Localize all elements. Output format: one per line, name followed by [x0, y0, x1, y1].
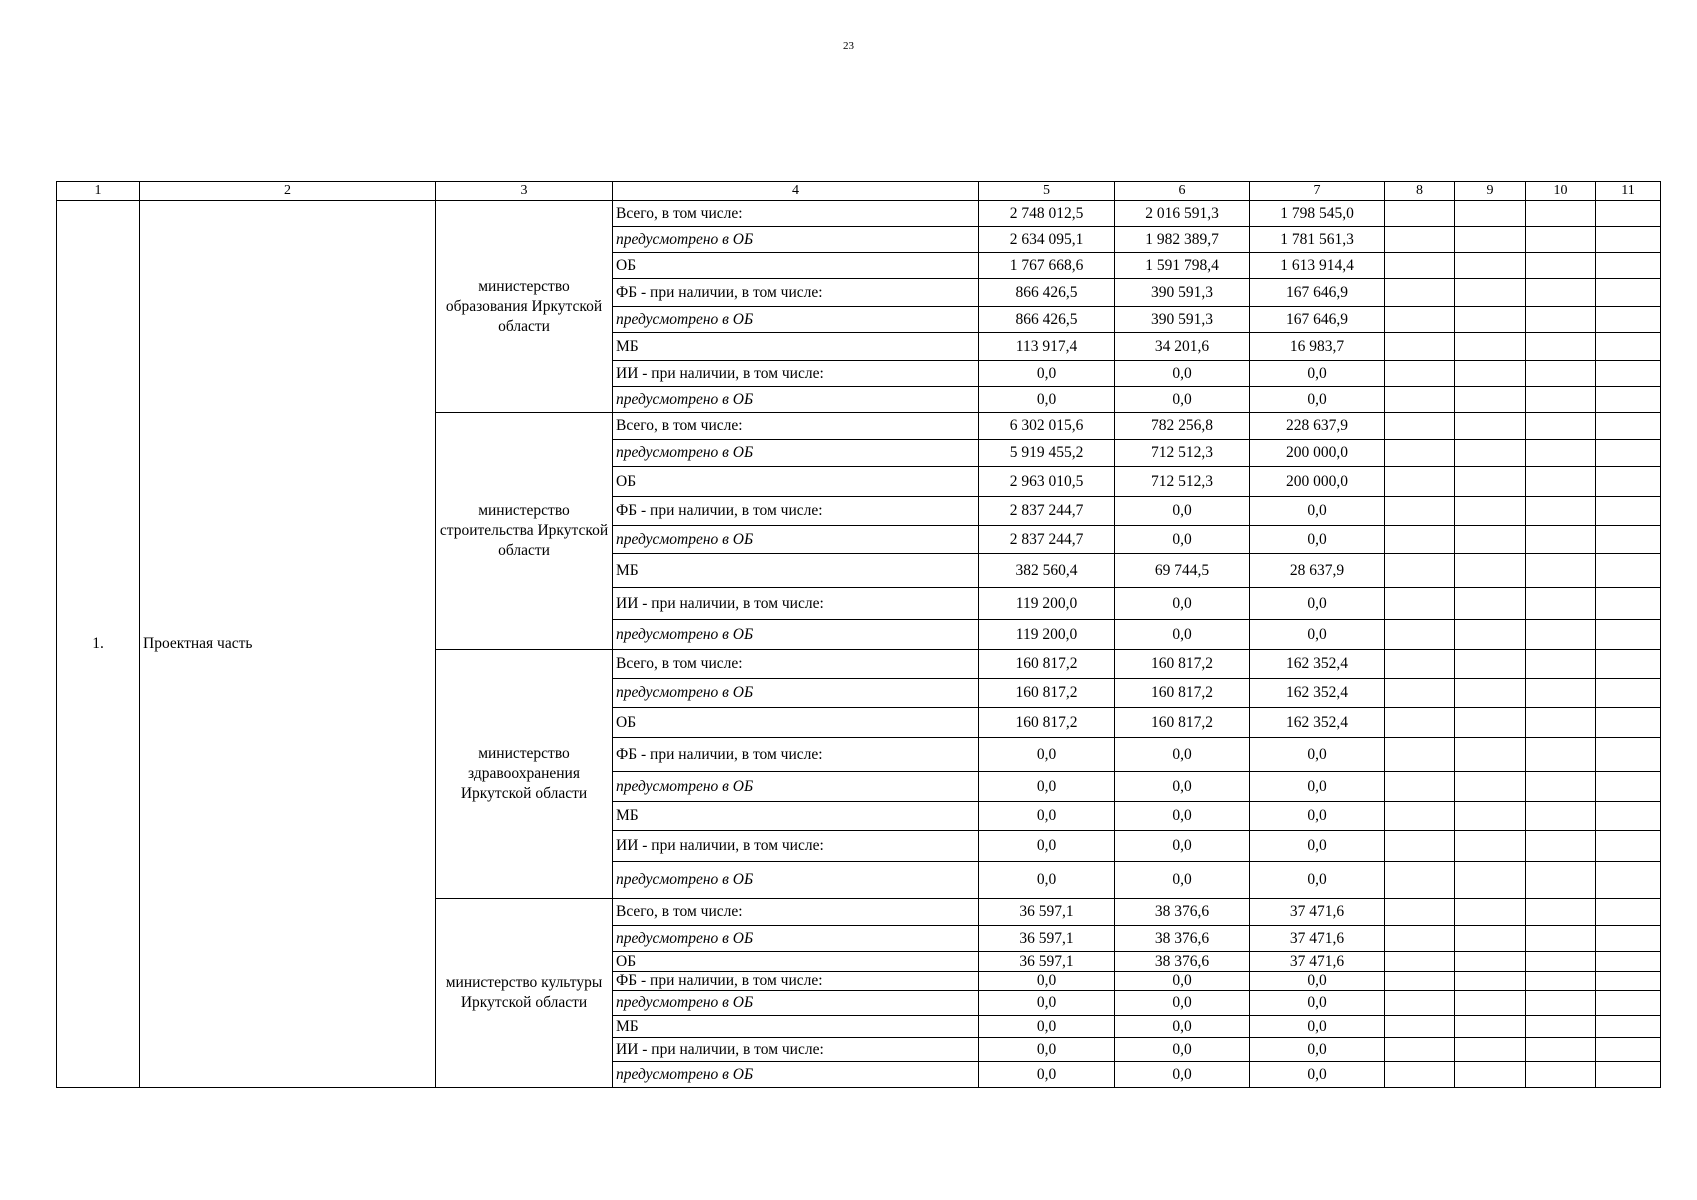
value-col-6: 38 376,6: [1115, 899, 1250, 926]
ministry-name: министерство культуры Иркутской области: [436, 899, 613, 1088]
value-col-7: 0,0: [1250, 991, 1385, 1016]
empty-cell-col-9: [1455, 227, 1526, 253]
value-col-5: 2 837 244,7: [979, 526, 1115, 554]
empty-cell-col-10: [1526, 1062, 1596, 1088]
value-col-5: 1 767 668,6: [979, 253, 1115, 279]
value-col-7: 0,0: [1250, 526, 1385, 554]
value-col-6: 0,0: [1115, 831, 1250, 862]
value-col-7: 0,0: [1250, 1016, 1385, 1038]
empty-cell-col-10: [1526, 440, 1596, 467]
column-header: 5: [979, 182, 1115, 201]
value-col-6: 0,0: [1115, 991, 1250, 1016]
empty-cell-col-10: [1526, 991, 1596, 1016]
empty-cell-col-9: [1455, 1038, 1526, 1062]
funding-source-label: предусмотрено в ОБ: [613, 926, 979, 952]
empty-cell-col-9: [1455, 554, 1526, 588]
empty-cell-col-8: [1385, 1016, 1455, 1038]
empty-cell-col-9: [1455, 440, 1526, 467]
empty-cell-col-10: [1526, 413, 1596, 440]
column-header: 11: [1596, 182, 1661, 201]
empty-cell-col-8: [1385, 620, 1455, 650]
funding-source-label: предусмотрено в ОБ: [613, 862, 979, 899]
value-col-7: 0,0: [1250, 1038, 1385, 1062]
empty-cell-col-10: [1526, 361, 1596, 387]
empty-cell-col-9: [1455, 413, 1526, 440]
value-col-6: 2 016 591,3: [1115, 201, 1250, 227]
empty-cell-col-11: [1596, 413, 1661, 440]
empty-cell-col-11: [1596, 279, 1661, 307]
empty-cell-col-10: [1526, 307, 1596, 333]
empty-cell-col-8: [1385, 227, 1455, 253]
funding-source-label: ФБ - при наличии, в том числе:: [613, 972, 979, 991]
empty-cell-col-11: [1596, 307, 1661, 333]
empty-cell-col-9: [1455, 831, 1526, 862]
value-col-6: 0,0: [1115, 361, 1250, 387]
funding-source-label: ОБ: [613, 467, 979, 497]
empty-cell-col-10: [1526, 738, 1596, 772]
empty-cell-col-9: [1455, 952, 1526, 972]
value-col-6: 69 744,5: [1115, 554, 1250, 588]
funding-source-label: Всего, в том числе:: [613, 650, 979, 679]
empty-cell-col-11: [1596, 387, 1661, 413]
value-col-5: 113 917,4: [979, 333, 1115, 361]
ministry-name: министерство здравоохранения Иркутской области: [436, 650, 613, 899]
empty-cell-col-10: [1526, 679, 1596, 708]
empty-cell-col-11: [1596, 554, 1661, 588]
value-col-5: 5 919 455,2: [979, 440, 1115, 467]
funding-source-label: предусмотрено в ОБ: [613, 227, 979, 253]
funding-source-label: ФБ - при наличии, в том числе:: [613, 738, 979, 772]
ministry-name: министерство образования Иркутской области: [436, 201, 613, 413]
empty-cell-col-8: [1385, 361, 1455, 387]
empty-cell-col-9: [1455, 772, 1526, 802]
column-header: 8: [1385, 182, 1455, 201]
empty-cell-col-11: [1596, 361, 1661, 387]
empty-cell-col-10: [1526, 972, 1596, 991]
value-col-6: 0,0: [1115, 738, 1250, 772]
empty-cell-col-9: [1455, 279, 1526, 307]
funding-source-label: ОБ: [613, 708, 979, 738]
empty-cell-col-8: [1385, 802, 1455, 831]
empty-cell-col-9: [1455, 497, 1526, 526]
value-col-6: 160 817,2: [1115, 650, 1250, 679]
funding-source-label: ИИ - при наличии, в том числе:: [613, 361, 979, 387]
value-col-5: 2 748 012,5: [979, 201, 1115, 227]
table-row: [57, 201, 1661, 227]
empty-cell-col-11: [1596, 972, 1661, 991]
empty-cell-col-9: [1455, 387, 1526, 413]
empty-cell-col-10: [1526, 253, 1596, 279]
funding-source-label: ИИ - при наличии, в том числе:: [613, 1038, 979, 1062]
empty-cell-col-9: [1455, 1016, 1526, 1038]
funding-source-label: Всего, в том числе:: [613, 899, 979, 926]
value-col-6: 0,0: [1115, 802, 1250, 831]
value-col-6: 0,0: [1115, 1062, 1250, 1088]
funding-source-label: предусмотрено в ОБ: [613, 387, 979, 413]
empty-cell-col-8: [1385, 738, 1455, 772]
empty-cell-col-8: [1385, 279, 1455, 307]
empty-cell-col-8: [1385, 708, 1455, 738]
empty-cell-col-11: [1596, 227, 1661, 253]
value-col-5: 0,0: [979, 802, 1115, 831]
empty-cell-col-10: [1526, 831, 1596, 862]
empty-cell-col-10: [1526, 588, 1596, 620]
ministry-name: министерство строительства Иркутской области: [436, 413, 613, 650]
empty-cell-col-8: [1385, 497, 1455, 526]
value-col-6: 0,0: [1115, 772, 1250, 802]
value-col-7: 1 613 914,4: [1250, 253, 1385, 279]
empty-cell-col-11: [1596, 952, 1661, 972]
funding-source-label: Всего, в том числе:: [613, 413, 979, 440]
value-col-5: 2 634 095,1: [979, 227, 1115, 253]
value-col-7: 167 646,9: [1250, 307, 1385, 333]
funding-source-label: предусмотрено в ОБ: [613, 526, 979, 554]
value-col-7: 0,0: [1250, 387, 1385, 413]
value-col-5: 36 597,1: [979, 952, 1115, 972]
empty-cell-col-8: [1385, 1062, 1455, 1088]
value-col-6: 34 201,6: [1115, 333, 1250, 361]
empty-cell-col-11: [1596, 467, 1661, 497]
empty-cell-col-9: [1455, 738, 1526, 772]
column-header: 2: [140, 182, 436, 201]
funding-source-label: предусмотрено в ОБ: [613, 1062, 979, 1088]
value-col-6: 160 817,2: [1115, 679, 1250, 708]
value-col-6: 38 376,6: [1115, 952, 1250, 972]
value-col-7: 0,0: [1250, 772, 1385, 802]
value-col-5: 119 200,0: [979, 588, 1115, 620]
empty-cell-col-11: [1596, 899, 1661, 926]
value-col-5: 36 597,1: [979, 926, 1115, 952]
value-col-7: 0,0: [1250, 831, 1385, 862]
empty-cell-col-11: [1596, 650, 1661, 679]
empty-cell-col-10: [1526, 227, 1596, 253]
value-col-5: 6 302 015,6: [979, 413, 1115, 440]
empty-cell-col-9: [1455, 650, 1526, 679]
empty-cell-col-9: [1455, 926, 1526, 952]
value-col-6: 390 591,3: [1115, 279, 1250, 307]
value-col-7: 28 637,9: [1250, 554, 1385, 588]
value-col-6: 0,0: [1115, 862, 1250, 899]
column-header: 6: [1115, 182, 1250, 201]
value-col-7: 37 471,6: [1250, 899, 1385, 926]
value-col-7: 16 983,7: [1250, 333, 1385, 361]
value-col-7: 167 646,9: [1250, 279, 1385, 307]
value-col-6: 0,0: [1115, 588, 1250, 620]
value-col-7: 200 000,0: [1250, 440, 1385, 467]
funding-source-label: ИИ - при наличии, в том числе:: [613, 588, 979, 620]
empty-cell-col-9: [1455, 307, 1526, 333]
empty-cell-col-10: [1526, 926, 1596, 952]
empty-cell-col-11: [1596, 831, 1661, 862]
empty-cell-col-11: [1596, 926, 1661, 952]
value-col-7: 0,0: [1250, 497, 1385, 526]
value-col-7: 0,0: [1250, 972, 1385, 991]
funding-source-label: предусмотрено в ОБ: [613, 307, 979, 333]
empty-cell-col-10: [1526, 862, 1596, 899]
empty-cell-col-11: [1596, 588, 1661, 620]
empty-cell-col-9: [1455, 708, 1526, 738]
empty-cell-col-8: [1385, 952, 1455, 972]
empty-cell-col-8: [1385, 991, 1455, 1016]
empty-cell-col-8: [1385, 831, 1455, 862]
value-col-7: 1 781 561,3: [1250, 227, 1385, 253]
empty-cell-col-10: [1526, 899, 1596, 926]
value-col-6: 0,0: [1115, 1016, 1250, 1038]
empty-cell-col-10: [1526, 333, 1596, 361]
value-col-7: 0,0: [1250, 588, 1385, 620]
funding-source-label: МБ: [613, 554, 979, 588]
empty-cell-col-11: [1596, 201, 1661, 227]
empty-cell-col-10: [1526, 620, 1596, 650]
table-body: [57, 182, 1661, 1088]
value-col-7: 162 352,4: [1250, 708, 1385, 738]
empty-cell-col-8: [1385, 899, 1455, 926]
funding-source-label: ИИ - при наличии, в том числе:: [613, 831, 979, 862]
value-col-5: 0,0: [979, 972, 1115, 991]
empty-cell-col-11: [1596, 526, 1661, 554]
value-col-6: 0,0: [1115, 620, 1250, 650]
value-col-5: 160 817,2: [979, 679, 1115, 708]
empty-cell-col-8: [1385, 387, 1455, 413]
value-col-7: 37 471,6: [1250, 952, 1385, 972]
empty-cell-col-8: [1385, 588, 1455, 620]
value-col-5: 866 426,5: [979, 307, 1115, 333]
empty-cell-col-11: [1596, 1016, 1661, 1038]
empty-cell-col-8: [1385, 440, 1455, 467]
funding-source-label: предусмотрено в ОБ: [613, 679, 979, 708]
empty-cell-col-9: [1455, 333, 1526, 361]
value-col-5: 0,0: [979, 991, 1115, 1016]
value-col-7: 0,0: [1250, 361, 1385, 387]
empty-cell-col-9: [1455, 899, 1526, 926]
empty-cell-col-8: [1385, 679, 1455, 708]
empty-cell-col-11: [1596, 440, 1661, 467]
empty-cell-col-8: [1385, 554, 1455, 588]
empty-cell-col-8: [1385, 467, 1455, 497]
value-col-7: 0,0: [1250, 738, 1385, 772]
funding-source-label: предусмотрено в ОБ: [613, 772, 979, 802]
budget-table: [56, 181, 1661, 1088]
value-col-5: 160 817,2: [979, 650, 1115, 679]
value-col-5: 0,0: [979, 1062, 1115, 1088]
column-header: 7: [1250, 182, 1385, 201]
empty-cell-col-10: [1526, 708, 1596, 738]
section-title: Проектная часть: [140, 201, 436, 1088]
empty-cell-col-11: [1596, 1038, 1661, 1062]
empty-cell-col-8: [1385, 333, 1455, 361]
value-col-7: 0,0: [1250, 862, 1385, 899]
empty-cell-col-10: [1526, 467, 1596, 497]
value-col-5: 0,0: [979, 1038, 1115, 1062]
empty-cell-col-8: [1385, 253, 1455, 279]
empty-cell-col-9: [1455, 526, 1526, 554]
value-col-6: 390 591,3: [1115, 307, 1250, 333]
value-col-7: 228 637,9: [1250, 413, 1385, 440]
value-col-7: 0,0: [1250, 1062, 1385, 1088]
funding-source-label: МБ: [613, 333, 979, 361]
column-header-row: [57, 182, 1661, 201]
value-col-6: 0,0: [1115, 972, 1250, 991]
empty-cell-col-8: [1385, 413, 1455, 440]
funding-source-label: Всего, в том числе:: [613, 201, 979, 227]
value-col-5: 119 200,0: [979, 620, 1115, 650]
column-header: 10: [1526, 182, 1596, 201]
funding-source-label: ФБ - при наличии, в том числе:: [613, 279, 979, 307]
value-col-7: 0,0: [1250, 620, 1385, 650]
funding-source-label: ФБ - при наличии, в том числе:: [613, 497, 979, 526]
empty-cell-col-8: [1385, 526, 1455, 554]
value-col-5: 0,0: [979, 1016, 1115, 1038]
value-col-6: 1 982 389,7: [1115, 227, 1250, 253]
empty-cell-col-10: [1526, 772, 1596, 802]
empty-cell-col-9: [1455, 991, 1526, 1016]
empty-cell-col-9: [1455, 1062, 1526, 1088]
empty-cell-col-9: [1455, 467, 1526, 497]
empty-cell-col-9: [1455, 620, 1526, 650]
page-number: 23: [843, 40, 854, 52]
value-col-6: 0,0: [1115, 1038, 1250, 1062]
funding-source-label: предусмотрено в ОБ: [613, 620, 979, 650]
empty-cell-col-10: [1526, 1016, 1596, 1038]
empty-cell-col-10: [1526, 201, 1596, 227]
value-col-7: 0,0: [1250, 802, 1385, 831]
empty-cell-col-9: [1455, 862, 1526, 899]
empty-cell-col-11: [1596, 772, 1661, 802]
value-col-5: 0,0: [979, 772, 1115, 802]
empty-cell-col-8: [1385, 772, 1455, 802]
empty-cell-col-8: [1385, 201, 1455, 227]
empty-cell-col-9: [1455, 253, 1526, 279]
funding-source-label: МБ: [613, 802, 979, 831]
empty-cell-col-11: [1596, 679, 1661, 708]
value-col-5: 2 837 244,7: [979, 497, 1115, 526]
value-col-6: 0,0: [1115, 387, 1250, 413]
empty-cell-col-8: [1385, 1038, 1455, 1062]
empty-cell-col-8: [1385, 926, 1455, 952]
value-col-5: 866 426,5: [979, 279, 1115, 307]
empty-cell-col-11: [1596, 708, 1661, 738]
value-col-6: 38 376,6: [1115, 926, 1250, 952]
funding-source-label: МБ: [613, 1016, 979, 1038]
value-col-6: 782 256,8: [1115, 413, 1250, 440]
empty-cell-col-11: [1596, 991, 1661, 1016]
row-number: 1.: [57, 201, 140, 1088]
value-col-7: 162 352,4: [1250, 650, 1385, 679]
funding-source-label: ОБ: [613, 253, 979, 279]
column-header: 4: [613, 182, 979, 201]
value-col-6: 1 591 798,4: [1115, 253, 1250, 279]
value-col-5: 382 560,4: [979, 554, 1115, 588]
empty-cell-col-9: [1455, 201, 1526, 227]
empty-cell-col-8: [1385, 972, 1455, 991]
empty-cell-col-8: [1385, 650, 1455, 679]
empty-cell-col-11: [1596, 333, 1661, 361]
empty-cell-col-10: [1526, 1038, 1596, 1062]
empty-cell-col-11: [1596, 620, 1661, 650]
value-col-5: 36 597,1: [979, 899, 1115, 926]
funding-source-label: ОБ: [613, 952, 979, 972]
value-col-5: 2 963 010,5: [979, 467, 1115, 497]
empty-cell-col-10: [1526, 650, 1596, 679]
empty-cell-col-11: [1596, 253, 1661, 279]
value-col-5: 0,0: [979, 831, 1115, 862]
empty-cell-col-8: [1385, 862, 1455, 899]
empty-cell-col-11: [1596, 738, 1661, 772]
value-col-6: 712 512,3: [1115, 440, 1250, 467]
column-header: 3: [436, 182, 613, 201]
empty-cell-col-9: [1455, 679, 1526, 708]
empty-cell-col-9: [1455, 361, 1526, 387]
empty-cell-col-10: [1526, 526, 1596, 554]
value-col-6: 0,0: [1115, 526, 1250, 554]
empty-cell-col-9: [1455, 588, 1526, 620]
empty-cell-col-9: [1455, 972, 1526, 991]
column-header: 9: [1455, 182, 1526, 201]
empty-cell-col-8: [1385, 307, 1455, 333]
empty-cell-col-10: [1526, 497, 1596, 526]
empty-cell-col-10: [1526, 279, 1596, 307]
empty-cell-col-11: [1596, 802, 1661, 831]
value-col-7: 200 000,0: [1250, 467, 1385, 497]
funding-source-label: предусмотрено в ОБ: [613, 440, 979, 467]
funding-source-label: предусмотрено в ОБ: [613, 991, 979, 1016]
value-col-7: 1 798 545,0: [1250, 201, 1385, 227]
empty-cell-col-10: [1526, 802, 1596, 831]
empty-cell-col-11: [1596, 862, 1661, 899]
value-col-6: 160 817,2: [1115, 708, 1250, 738]
value-col-5: 0,0: [979, 738, 1115, 772]
value-col-5: 0,0: [979, 387, 1115, 413]
empty-cell-col-10: [1526, 952, 1596, 972]
value-col-6: 712 512,3: [1115, 467, 1250, 497]
column-header: 1: [57, 182, 140, 201]
empty-cell-col-11: [1596, 1062, 1661, 1088]
empty-cell-col-10: [1526, 387, 1596, 413]
empty-cell-col-9: [1455, 802, 1526, 831]
value-col-7: 37 471,6: [1250, 926, 1385, 952]
value-col-5: 0,0: [979, 862, 1115, 899]
empty-cell-col-10: [1526, 554, 1596, 588]
value-col-5: 0,0: [979, 361, 1115, 387]
value-col-7: 162 352,4: [1250, 679, 1385, 708]
empty-cell-col-11: [1596, 497, 1661, 526]
value-col-5: 160 817,2: [979, 708, 1115, 738]
value-col-6: 0,0: [1115, 497, 1250, 526]
